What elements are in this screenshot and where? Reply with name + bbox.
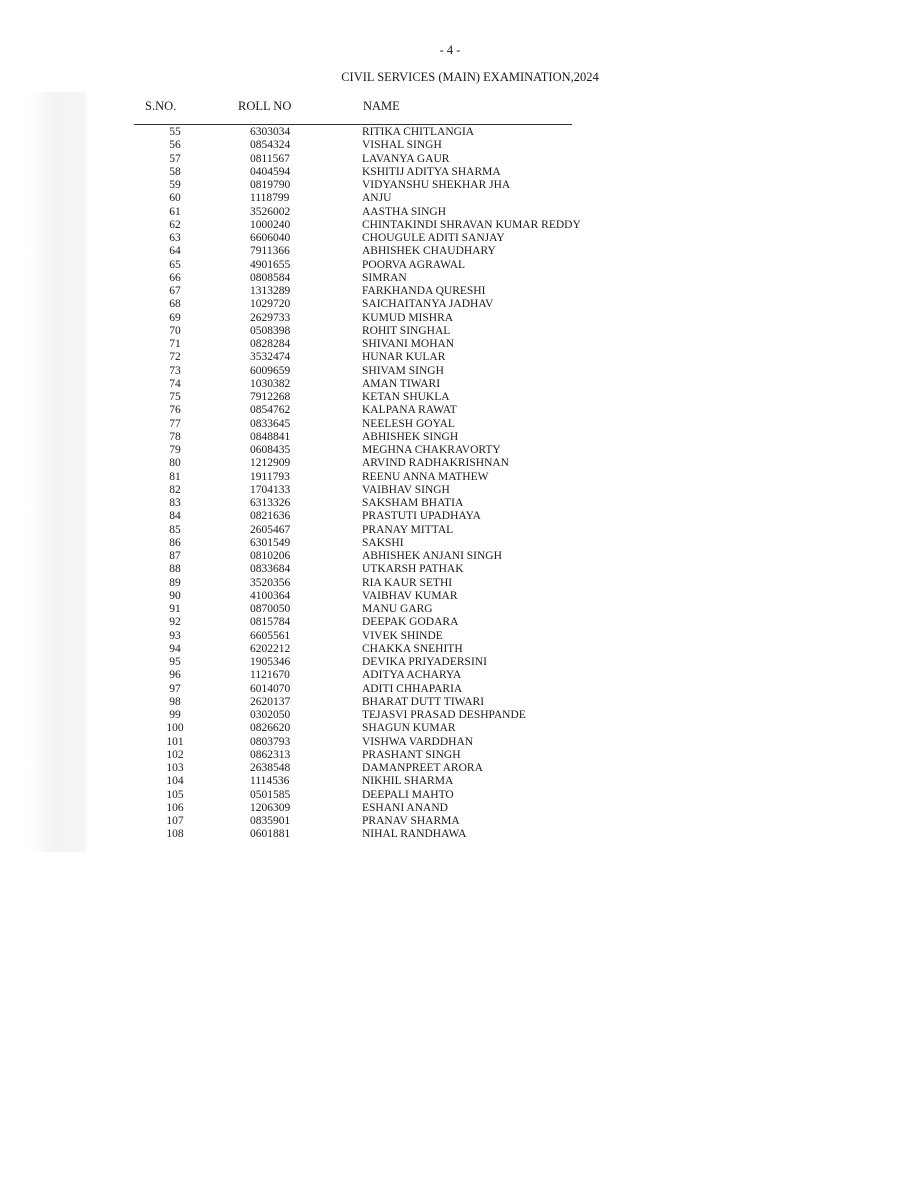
sno-cell: 73 [169, 364, 181, 377]
candidate-name-cell: SHIVAM SINGH [362, 364, 444, 377]
sno-cell: 80 [169, 457, 181, 470]
candidate-name-cell: KALPANA RAWAT [362, 404, 457, 417]
roll-number-cell: 0810206 [250, 550, 291, 562]
roll-number-cell: 0608435 [250, 444, 291, 456]
sno-cell: 62 [169, 218, 181, 231]
candidate-name-cell: ARVIND RADHAKRISHNAN [362, 457, 509, 470]
roll-number-cell: 0815784 [250, 616, 291, 629]
sno-cell: 88 [169, 563, 181, 576]
roll-number-cell: 6605561 [250, 629, 291, 642]
sno-cell: 65 [169, 258, 181, 271]
roll-number-cell: 0811567 [250, 152, 290, 165]
roll-number-cell: 3532474 [250, 351, 291, 364]
sno-cell: 86 [169, 536, 181, 549]
sno-cell: 95 [169, 656, 181, 668]
candidate-name-cell: LAVANYA GAUR [362, 152, 450, 165]
roll-number-cell: 0302050 [250, 709, 291, 721]
table-row [0, 736, 900, 749]
table-row [0, 683, 900, 696]
roll-number-cell: 1114536 [250, 775, 290, 788]
sno-cell: 81 [169, 470, 181, 483]
sno-cell: 90 [169, 589, 181, 602]
candidate-name-cell: DEVIKA PRIYADERSINI [362, 656, 487, 668]
sno-cell: 68 [169, 298, 181, 311]
table-row [0, 378, 900, 391]
candidate-name-cell: DAMANPREET ARORA [362, 762, 483, 774]
table-row [0, 259, 900, 272]
table-row [0, 457, 900, 470]
candidate-name-cell: PRASTUTI UPADHAYA [362, 510, 481, 523]
roll-number-cell: 6313326 [250, 497, 291, 509]
sno-cell: 66 [169, 271, 181, 284]
table-row [0, 404, 900, 417]
page-number: - 4 - [439, 43, 461, 57]
candidate-name-cell: SAICHAITANYA JADHAV [362, 298, 494, 311]
candidate-name-cell: SAKSHAM BHATIA [362, 497, 464, 509]
table-row [0, 789, 900, 802]
roll-number-cell: 3526002 [250, 205, 291, 218]
table-row [0, 272, 900, 285]
roll-number-cell: 1030382 [250, 377, 291, 390]
candidate-name-cell: PRANAV SHARMA [362, 815, 460, 827]
candidate-name-cell: POORVA AGRAWAL [362, 258, 466, 271]
roll-number-cell: 0821636 [250, 510, 291, 523]
table-row [0, 391, 900, 404]
roll-number-cell: 1121670 [250, 669, 290, 682]
sno-cell: 96 [169, 669, 181, 682]
candidate-name-cell: ESHANI ANAND [362, 801, 448, 814]
sno-cell: 106 [166, 801, 184, 814]
candidate-name-cell: MANU GARG [362, 603, 433, 615]
table-row [0, 285, 900, 298]
table-row [0, 510, 900, 523]
candidate-name-cell: VIDYANSHU SHEKHAR JHA [362, 179, 511, 191]
candidate-name-cell: ABHISHEK CHAUDHARY [362, 245, 496, 258]
candidate-name-cell: SAKSHI [362, 536, 404, 549]
candidate-name-cell: BHARAT DUTT TIWARI [362, 695, 485, 708]
sno-cell: 77 [169, 417, 181, 430]
roll-number-cell: 2638548 [250, 762, 291, 774]
column-header-name: NAME [363, 99, 400, 113]
roll-number-cell: 6202212 [250, 642, 291, 655]
roll-number-cell: 6301549 [250, 536, 291, 549]
sno-cell: 67 [169, 285, 181, 297]
table-row [0, 696, 900, 709]
roll-number-cell: 0854762 [250, 404, 291, 417]
candidate-name-cell: VAIBHAV KUMAR [362, 589, 458, 602]
table-row [0, 828, 900, 841]
roll-number-cell: 1704133 [250, 483, 291, 496]
roll-number-cell: 1911793 [250, 470, 290, 483]
sno-cell: 58 [169, 165, 181, 178]
table-row [0, 722, 900, 735]
roll-number-cell: 0862313 [250, 748, 291, 761]
sno-cell: 87 [169, 550, 181, 562]
table-row [0, 577, 900, 590]
table-row [0, 497, 900, 510]
table-row [0, 192, 900, 205]
candidate-name-cell: ANJU [362, 192, 392, 205]
column-header-roll: ROLL NO [238, 99, 292, 113]
candidate-name-cell: RITIKA CHITLANGIA [362, 126, 475, 138]
candidate-name-cell: PRASHANT SINGH [362, 748, 461, 761]
candidate-name-cell: DEEPALI MAHTO [362, 788, 454, 801]
sno-cell: 98 [169, 695, 181, 708]
table-row [0, 775, 900, 788]
roll-number-cell: 2629733 [250, 311, 291, 324]
sno-cell: 64 [169, 245, 181, 258]
table-row [0, 709, 900, 722]
roll-number-cell: 0808584 [250, 271, 291, 284]
sno-cell: 97 [169, 682, 181, 695]
roll-number-cell: 0854324 [250, 139, 291, 152]
candidate-name-cell: REENU ANNA MATHEW [362, 470, 489, 483]
table-row [0, 153, 900, 166]
candidate-name-cell: CHAKKA SNEHITH [362, 642, 463, 655]
candidate-name-cell: NEELESH GOYAL [362, 417, 455, 430]
candidate-name-cell: KETAN SHUKLA [362, 391, 450, 403]
table-row [0, 206, 900, 219]
roll-number-cell: 1313289 [250, 285, 291, 297]
table-row [0, 351, 900, 364]
table-row [0, 298, 900, 311]
table-row [0, 179, 900, 192]
roll-number-cell: 7911366 [250, 245, 290, 258]
results-table [0, 126, 900, 842]
sno-cell: 93 [169, 629, 181, 642]
sno-cell: 104 [166, 775, 184, 788]
table-row [0, 365, 900, 378]
candidate-name-cell: VISHAL SINGH [362, 139, 442, 152]
document-title: CIVIL SERVICES (MAIN) EXAMINATION,2024 [341, 70, 599, 84]
table-row [0, 418, 900, 431]
table-row [0, 603, 900, 616]
sno-cell: 72 [169, 351, 181, 364]
table-row [0, 537, 900, 550]
roll-number-cell: 3520356 [250, 576, 291, 589]
candidate-name-cell: VAIBHAV SINGH [362, 483, 450, 496]
candidate-name-cell: VIVEK SHINDE [362, 629, 443, 642]
candidate-name-cell: KSHITIJ ADITYA SHARMA [362, 165, 501, 178]
sno-cell: 100 [166, 722, 184, 735]
sno-cell: 99 [169, 709, 181, 721]
candidate-name-cell: NIHAL RANDHAWA [362, 828, 467, 841]
candidate-name-cell: MEGHNA CHAKRAVORTY [362, 444, 501, 456]
roll-number-cell: 1118799 [250, 192, 290, 205]
roll-number-cell: 1905346 [250, 656, 291, 668]
table-row [0, 444, 900, 457]
header-divider [134, 124, 572, 125]
sno-cell: 74 [169, 377, 181, 390]
candidate-name-cell: KUMUD MISHRA [362, 311, 454, 324]
table-row [0, 431, 900, 444]
table-row [0, 484, 900, 497]
table-row [0, 749, 900, 762]
candidate-name-cell: NIKHIL SHARMA [362, 775, 454, 788]
candidate-name-cell: PRANAY MITTAL [362, 523, 454, 536]
roll-number-cell: 0828284 [250, 338, 291, 350]
roll-number-cell: 4901655 [250, 258, 291, 271]
sno-cell: 84 [169, 510, 181, 523]
roll-number-cell: 1029720 [250, 298, 291, 311]
roll-number-cell: 0870050 [250, 603, 291, 615]
roll-number-cell: 2605467 [250, 523, 291, 536]
roll-number-cell: 0833684 [250, 563, 291, 576]
sno-cell: 105 [166, 788, 184, 801]
sno-cell: 71 [169, 338, 181, 350]
table-row [0, 590, 900, 603]
roll-number-cell: 0819790 [250, 179, 291, 191]
sno-cell: 60 [169, 192, 181, 205]
sno-cell: 55 [169, 126, 181, 138]
candidate-name-cell: RIA KAUR SETHI [362, 576, 453, 589]
table-row [0, 616, 900, 629]
table-row [0, 550, 900, 563]
candidate-name-cell: ROHIT SINGHAL [362, 324, 451, 337]
roll-number-cell: 4100364 [250, 589, 291, 602]
roll-number-cell: 0508398 [250, 324, 291, 337]
table-row [0, 312, 900, 325]
table-row [0, 630, 900, 643]
roll-number-cell: 0848841 [250, 430, 291, 443]
sno-cell: 85 [169, 523, 181, 536]
roll-number-cell: 0404594 [250, 165, 291, 178]
sno-cell: 107 [166, 815, 184, 827]
table-row [0, 563, 900, 576]
roll-number-cell: 1000240 [250, 218, 291, 231]
table-row [0, 219, 900, 232]
table-row [0, 245, 900, 258]
candidate-name-cell: AASTHA SINGH [362, 205, 447, 218]
roll-number-cell: 2620137 [250, 695, 291, 708]
sno-cell: 101 [166, 735, 184, 748]
table-row [0, 802, 900, 815]
sno-cell: 103 [166, 762, 184, 774]
sno-cell: 102 [166, 748, 184, 761]
roll-number-cell: 0601881 [250, 828, 291, 841]
table-row [0, 643, 900, 656]
table-row [0, 669, 900, 682]
sno-cell: 56 [169, 139, 181, 152]
candidate-name-cell: VISHWA VARDDHAN [362, 735, 474, 748]
table-row [0, 166, 900, 179]
table-row [0, 656, 900, 669]
table-row [0, 471, 900, 484]
candidate-name-cell: ABHISHEK ANJANI SINGH [362, 550, 502, 562]
candidate-name-cell: ADITI CHHAPARIA [362, 682, 463, 695]
candidate-name-cell: SHIVANI MOHAN [362, 338, 455, 350]
roll-number-cell: 1206309 [250, 801, 291, 814]
sno-cell: 89 [169, 576, 181, 589]
roll-number-cell: 7912268 [250, 391, 291, 403]
sno-cell: 59 [169, 179, 181, 191]
candidate-name-cell: ABHISHEK SINGH [362, 430, 459, 443]
sno-cell: 91 [169, 603, 181, 615]
candidate-name-cell: HUNAR KULAR [362, 351, 446, 364]
candidate-name-cell: FARKHANDA QURESHI [362, 285, 486, 297]
table-row [0, 139, 900, 152]
roll-number-cell: 6009659 [250, 364, 291, 377]
candidate-name-cell: DEEPAK GODARA [362, 616, 459, 629]
roll-number-cell: 6606040 [250, 232, 291, 244]
roll-number-cell: 0833645 [250, 417, 291, 430]
candidate-name-cell: SHAGUN KUMAR [362, 722, 456, 735]
candidate-name-cell: CHINTAKINDI SHRAVAN KUMAR REDDY [362, 218, 581, 231]
sno-cell: 63 [169, 232, 181, 244]
table-row [0, 815, 900, 828]
candidate-name-cell: AMAN TIWARI [362, 377, 441, 390]
sno-cell: 61 [169, 205, 181, 218]
roll-number-cell: 0501585 [250, 788, 291, 801]
candidate-name-cell: CHOUGULE ADITI SANJAY [362, 232, 505, 244]
candidate-name-cell: ADITYA ACHARYA [362, 669, 462, 682]
roll-number-cell: 1212909 [250, 457, 291, 470]
candidate-name-cell: UTKARSH PATHAK [362, 563, 464, 576]
sno-cell: 94 [169, 642, 181, 655]
sno-cell: 70 [169, 324, 181, 337]
sno-cell: 92 [169, 616, 181, 629]
sno-cell: 79 [169, 444, 181, 456]
column-header-sno: S.NO. [145, 99, 177, 113]
candidate-name-cell: TEJASVI PRASAD DESHPANDE [362, 709, 526, 721]
sno-cell: 69 [169, 311, 181, 324]
roll-number-cell: 0835901 [250, 815, 291, 827]
candidate-name-cell: SIMRAN [362, 271, 407, 284]
roll-number-cell: 0826620 [250, 722, 291, 735]
roll-number-cell: 0803793 [250, 735, 291, 748]
sno-cell: 108 [166, 828, 184, 841]
table-row [0, 325, 900, 338]
sno-cell: 75 [169, 391, 181, 403]
sno-cell: 57 [169, 152, 181, 165]
sno-cell: 83 [169, 497, 181, 509]
table-row [0, 524, 900, 537]
table-row [0, 762, 900, 775]
table-row [0, 232, 900, 245]
sno-cell: 82 [169, 483, 181, 496]
sno-cell: 78 [169, 430, 181, 443]
table-row [0, 126, 900, 139]
roll-number-cell: 6303034 [250, 126, 291, 138]
table-row [0, 338, 900, 351]
sno-cell: 76 [169, 404, 181, 417]
roll-number-cell: 6014070 [250, 682, 291, 695]
